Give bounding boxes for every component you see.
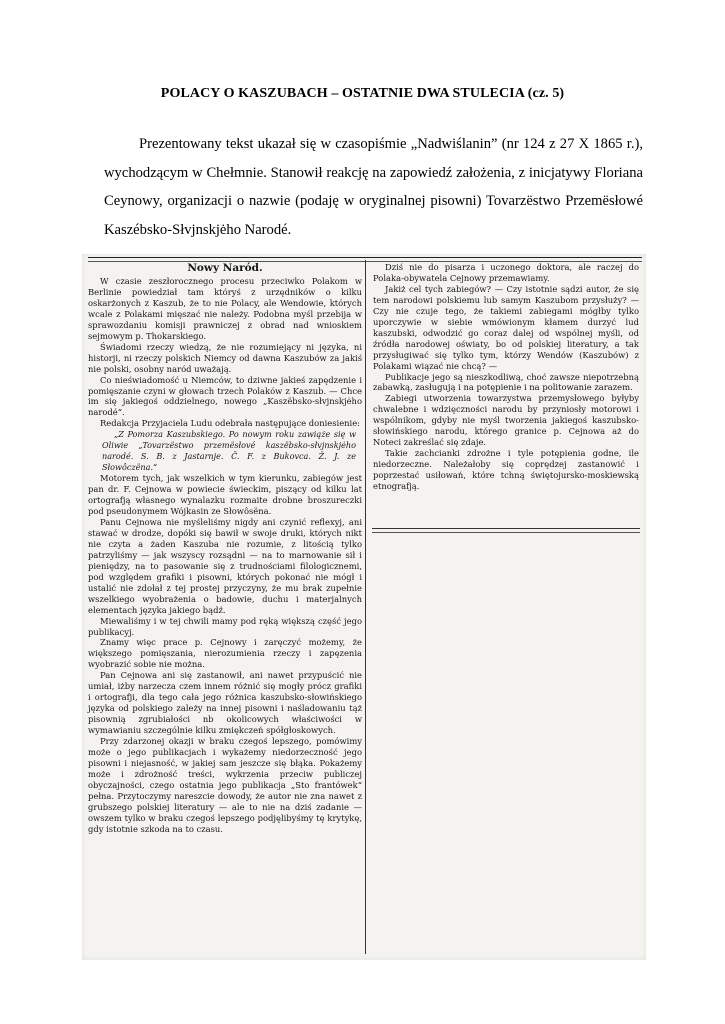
document-title: POLACY O KASZUBACH – OSTATNIE DWA STULECIA (cz. 5) (160, 86, 565, 101)
clipping-paragraph: Świadomi rzeczy wiedzą, że nie rozumiejący ni języka, ni historji, ni rzeczy polskich Niemcy od dawna Kaszubów za jakiś nie polski, osobny naród uważają. (88, 341, 362, 374)
clipping-paragraph: Zabiegi utworzenia towarzystwa przemysłowego byłyby chwalebne i wdzięczności narodu by przyniosły motorowi i wspólnikom, gdyby nie myśl tworzenia jakiegoś kaszubsko-słowińskiego narodu, którego granice p. Cejnowa aż do Noteci zakreślać się zdaje. (373, 393, 639, 448)
clipping-paragraph: Takie zachcianki zdrożne i tyle potępienia godne, ile niedorzeczne. Należałoby się coprędzej zastanowić i poprzestać usiłowań, które tchną świętojursko-moskiewską etnografją. (373, 448, 639, 492)
clipping-paragraph: Co nieświadomość u Niemców, to dziwne jakieś zapędzenie i pomięszanie czyni w głowach trzech Polaków z Kaszub. — Chce im się jakiegoś oddzielnego, nowego „Kaszëbsko-słvjnskjėho narodé“. (88, 374, 362, 418)
clipping-paragraph: Miewaliśmy i w tej chwili mamy pod ręką większą część jego publikacyj. (88, 615, 362, 637)
clipping-paragraph: Motorem tych, jak wszelkich w tym kierunku, zabiegów jest pan dr. F. Cejnowa w powiecie świeckim, piszący od kilku lat ortografją własnego wynalazku rozmaite drobne broszureczki pod pseudonymem Wójkasin ze Słowôsëna. (88, 473, 362, 517)
clipping-paragraph: Znamy więc prace p. Cejnowy i zaręczyć możemy, że większego pomięszania, nierozumienia rzeczy i zapęzenia wyobrazić sobie nie można. (88, 637, 362, 670)
clipping-right-column (373, 262, 639, 492)
end-rule (372, 528, 640, 529)
clipping-paragraph: Pan Cejnowa ani się zastanowił, ani nawet przypuścić nie umiał, iżby narzecza czem innem różnić się mogły prócz grafiki i ortografji, dla tego cała jego różnica kaszubsko-słowińskiego języka od polskiego zależy na innej pisowni i naśladowaniu tąż pisownią zgrubiałości nb okolicowych właściwości w wymawianiu szczególnie kilku zmiękczeń spółgłoskowych. (88, 670, 362, 736)
column-divider (365, 260, 366, 954)
clipping-paragraph: Panu Cejnowa nie myśleliśmy nigdy ani czynić reflexyj, ani stawać w drodze, dopóki się bawił w swoje druki, których nikt nie czyta a żaden Kaszuba nie rozumie, z litością tylko patrzyliśmy — jak wszyscy rozsądni — na to marnowanie sił i pieniędzy, na to pasowanie się z trudnościami filologicznemi, pod względem grafiki i pisowni, których pokonać nie mógł i ustalić nie zdołał z tej prostej przyczyny, że mu brak zupełnie wszelkiego wyobrażenia o badowie, duchu i materjalnych elementach języka jakiego bądź. (88, 516, 362, 615)
clipping-paragraph: Przy zdarzonej okazji w braku czegoś lepszego, pomówimy może o jego publikacjach i wykażemy niedorzeczność jego pisowni i niejasność, w jakiej sam jeszcze się błąka. Pokażemy może i zdrożność treści, wykrzenia przeciw publiczej obyczajności, czego ostatnia jego publikacja „Sto frantówek“ pełna. Przytoczymy nareszcie dowody, że autor nie zna nawet z grubszego polskiej literatury — ale to nie na dziś zadanie — owszem tylko w braku czegoś lepszego podjęlibyśmy tę krytykę, gdy istotnie szkoda na to czasu. (88, 736, 362, 834)
intro-paragraph: Prezentowany tekst ukazał się w czasopiśmie „Nadwiślanin” (nr 124 z 27 X 1865 r.), wychodzącym w Chełmnie. Stanowił reakcję na zapowiedź założenia, z inicjatywy Floriana Ceynowy, organizacji o nazwie (podaję w oryginalnej pisowni) Tovarzëstwo Przemësłowé Kaszébsko-Słvjnskjėho Narodé. (104, 136, 643, 238)
clipping-paragraph: W czasie zeszłorocznego procesu przeciwko Polakom w Berlinie powiedział tam któryś z urzędników o kilku oskarżonych z Kaszub, że to nie Polacy, ale Wendowie, których wcale z Polakami mięszać nie należy. Podobna myśl przebija w sprawozdaniu komisji prawniczej z obrad nad wnioskiem sejmowym p. Thokarskiego. (88, 276, 362, 341)
top-rule (88, 257, 642, 258)
clipping-left-column (88, 262, 362, 835)
clipping-paragraph: Redakcja Przyjaciela Ludu odebrała następujące doniesienie: (100, 418, 361, 429)
clipping-paragraph: Publikacje jego są nieszkodliwą, choć zawsze niepotrzebną zabawką, zasługują i na potępienie i na politowanie zarazem. (373, 371, 639, 393)
clipping-paragraph: Dziś nie do pisarza i uczonego doktora, ale raczej do Polaka-obywatela Cejnowy przemawiamy. (373, 262, 639, 283)
end-rule-thin (372, 532, 640, 533)
clipping-heading: Nowy Naród. (187, 262, 263, 274)
clipping-paragraph: Jakiż cel tych zabiegów? — Czy istotnie sądzi autor, że się tem narodowi polskiemu lub samym Kaszubom przysłuży? — Czy nie czuje tego, że takiemi zabiegami mógłby tylko uporczywie w siebie wmówionym kłamem durzyć lud kaszubski, odwodzić go coraz dalej od wspólnej myśli, od źródła narodowej oświaty, bo od polskiej literatury, a tak przysługiwać się tylko tym, którzy Wendów (Kaszubów) z Polakami wiązać nie chcą? — (373, 283, 639, 371)
newspaper-clipping (82, 254, 646, 960)
clipping-quote: „Z Pomorza Kaszubskiego. Po nowym roku zawiąże się w Oliwie „Tovarzëstwo przemësłové kaszëbsko-słvjnskjėho narodé. S. B. z Jastarnje. Č. F. z Bukovca. Ž. J. ze Słowôczëna.“ (102, 429, 356, 473)
